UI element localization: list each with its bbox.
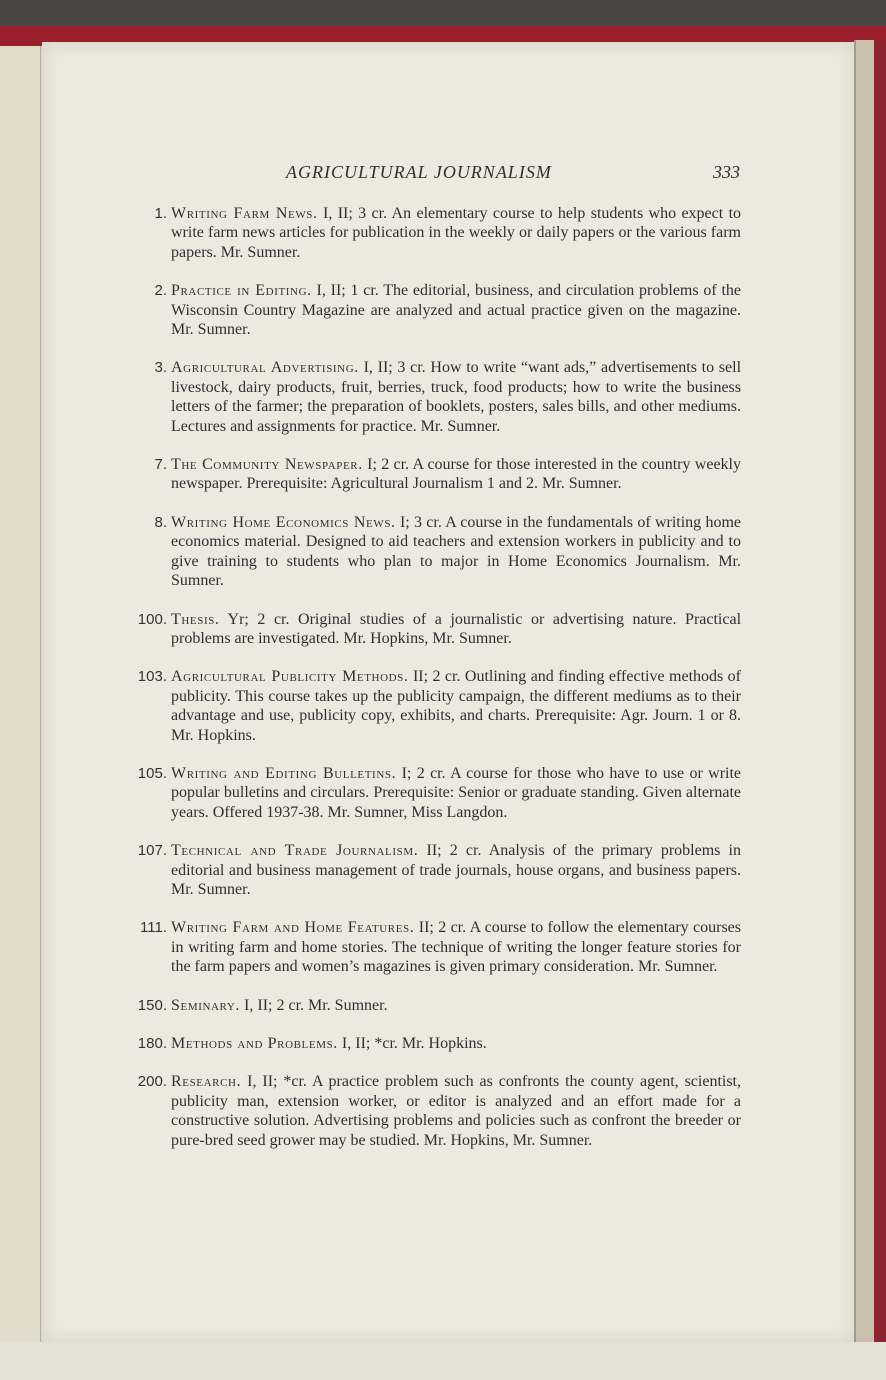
book-cover-right-edge [874, 40, 886, 1350]
course-entry [117, 764, 741, 822]
course-title: Technical and Trade Journalism. [171, 842, 419, 860]
course-number: 8. [154, 513, 167, 531]
course-details: I; 3 cr. A course in the fundamentals of writing home economics material. Designed to aid teachers and extension workers in publicity and to give training to students who plan to major in Home Economics Journalism. Mr. Sumner. [171, 513, 741, 590]
course-details: I, II; *cr. A practice problem such as confronts the county agent, scientist, publicity man, extension worker, or editor is analyzed and an effort made for a constructive solution. Advertising problems and policies such as confront the breeder or pure-bred seed grower may be studied. Mr. Hopkins, Mr. Sumner. [171, 1073, 742, 1149]
course-list [117, 204, 741, 1169]
course-title: Writing Home Economics News. [171, 513, 396, 531]
course-description [171, 610, 741, 649]
course-title: Practice in Editing. [171, 282, 312, 300]
course-number: 100. [137, 610, 167, 628]
course-description [171, 996, 741, 1015]
course-number: 7. [154, 456, 167, 474]
course-details: I, II; *cr. Mr. Hopkins. [341, 1035, 487, 1052]
course-description [171, 281, 741, 339]
course-entry [117, 918, 741, 976]
course-number: 180. [137, 1035, 167, 1052]
course-details: I, II; 3 cr. An elementary course to help students who expect to write farm news articles for publication in the weekly or daily papers or the various farm papers. Mr. Sumner. [171, 205, 742, 261]
course-details: Yr; 2 cr. Original studies of a journalistic or advertising nature. Practical problems are investigated. Mr. Hopkins, Mr. Sumner. [171, 610, 742, 647]
course-number: 1. [154, 205, 167, 222]
course-title: Thesis. [171, 610, 220, 628]
page-number: 333 [713, 162, 740, 182]
course-description [171, 358, 741, 436]
course-description [171, 204, 741, 262]
course-entry [117, 358, 741, 436]
course-entry [117, 996, 741, 1015]
course-entry [117, 455, 741, 494]
course-title: Seminary. [171, 996, 241, 1014]
course-number: 150. [137, 996, 167, 1014]
course-number: 3. [154, 359, 167, 377]
course-details: I, II; 1 cr. The editorial, business, and circulation problems of the Wisconsin Country Magazine are analyzed and actual practice given on the magazine. Mr. Sumner. [171, 282, 742, 339]
course-number: 105. [137, 764, 167, 782]
course-details: I, II; 3 cr. How to write “want ads,” advertisements to sell livestock, dairy products, fruit, berries, truck, food products; how to write the business letters of the farmer; the preparation of booklets, posters, sales bills, and other mediums. Lectures and assignments for practice. Mr. Sumner. [171, 359, 742, 435]
course-description [171, 1072, 741, 1150]
course-number: 111. [140, 919, 167, 937]
course-title: Agricultural Advertising. [171, 359, 359, 377]
scan-top-border [0, 0, 886, 26]
course-title: Research. [171, 1073, 242, 1091]
course-description [171, 1034, 741, 1053]
course-details: II; 2 cr. A course to follow the elementary courses in writing farm and home stories. The technique of writing the longer feature stories for the farm papers and women’s magazines is given primary consideration. Mr. Sumner. [171, 919, 741, 976]
course-details: I; 2 cr. A course for those interested in the country weekly newspaper. Prerequisite: Agricultural Journalism 1 and 2. Mr. Sumner. [171, 456, 742, 493]
course-number: 107. [137, 842, 167, 860]
course-entry [117, 667, 741, 745]
facing-page-edge [0, 46, 41, 1380]
course-title: Writing and Editing Bulletins. [171, 764, 397, 782]
course-number: 103. [137, 668, 167, 686]
course-title: Writing Farm News. [171, 205, 318, 222]
course-entry [117, 1072, 741, 1150]
course-title: Writing Farm and Home Features. [171, 919, 415, 937]
course-entry [117, 841, 741, 899]
course-description [171, 918, 741, 976]
course-description [171, 841, 741, 899]
course-title: Agricultural Publicity Methods. [171, 668, 409, 686]
course-title: Methods and Problems. [171, 1035, 338, 1052]
course-description [171, 667, 741, 745]
course-entry [117, 204, 741, 262]
course-title: The Community Newspaper. [171, 456, 363, 474]
course-details: I, II; 2 cr. Mr. Sumner. [244, 996, 388, 1014]
running-title: AGRICULTURAL JOURNALISM [286, 162, 552, 182]
course-number: 2. [154, 282, 167, 300]
course-details: II; 2 cr. Outlining and finding effective methods of publicity. This course takes up the publicity campaign, the different mediums as to their advantage and use, publicity copy, exhibits, and charts. Prerequisite: Agr. Journ. 1 or 8. Mr. Hopkins. [171, 668, 742, 744]
course-description [171, 764, 741, 822]
course-entry [117, 1034, 741, 1053]
course-number: 200. [137, 1073, 167, 1091]
course-description [171, 455, 741, 494]
course-details: I; 2 cr. A course for those who have to use or write popular bulletins and circulars. Prerequisite: Senior or graduate standing. Given alternate years. Offered 1937-38. Mr. Sumner, Miss Langdon. [171, 764, 742, 821]
course-entry [117, 513, 741, 591]
course-entry [117, 610, 741, 649]
course-entry [117, 281, 741, 339]
course-description [171, 513, 741, 591]
scan-bottom-border [0, 1342, 886, 1380]
course-details: II; 2 cr. Analysis of the primary problems in editorial and business management of trade journals, house organs, and business papers. Mr. Sumner. [171, 842, 741, 898]
